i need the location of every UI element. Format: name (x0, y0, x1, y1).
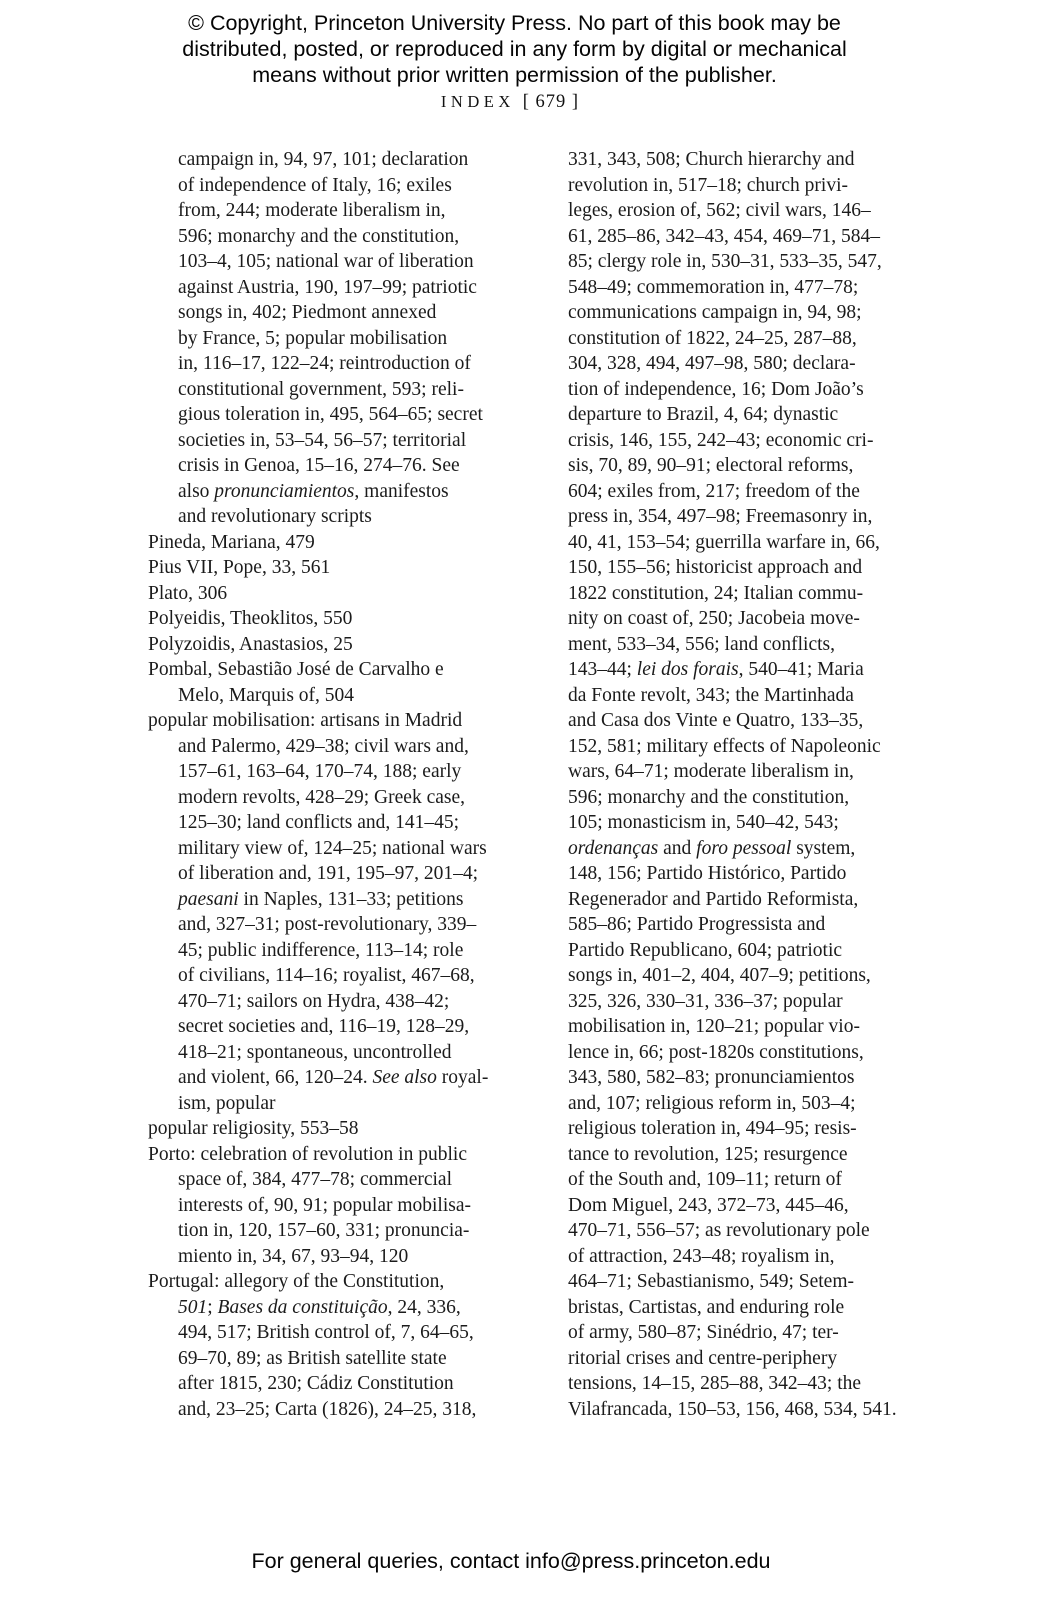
index-line: religious toleration in, 494–95; resis- (568, 1118, 857, 1139)
index-line: 501; Bases da constituição, 24, 336, (178, 1296, 461, 1318)
italic-run: paesani (178, 888, 239, 910)
index-line: da Fonte revolt, 343; the Martinhada (568, 684, 854, 706)
copyright-notice (0, 11, 1029, 88)
index-line: communications campaign in, 94, 98; (568, 302, 862, 323)
index-line: military view of, 124–25; national wars (178, 837, 487, 859)
index-line: 604; exiles from, 217; freedom of the (568, 480, 860, 502)
index-line: Partido Republicano, 604; patriotic (568, 939, 843, 961)
index-line: after 1815, 230; Cádiz Constitution (178, 1373, 454, 1394)
running-head (0, 92, 1020, 113)
italic-run: 501 (178, 1296, 208, 1318)
index-line: 418–21; spontaneous, uncontrolled (178, 1041, 452, 1063)
index-line: popular religiosity, 553–58 (148, 1118, 359, 1139)
index-line: 464–71; Sebastianismo, 549; Setem- (568, 1271, 854, 1292)
index-line: of civilians, 114–16; royalist, 467–68, (178, 965, 475, 986)
index-line: interests of, 90, 91; popular mobilisa- (178, 1194, 471, 1216)
italic-run: foro pessoal (696, 837, 792, 859)
index-line: Plato, 306 (148, 582, 228, 604)
index-line: of independence of Italy, 16; exiles (178, 174, 452, 196)
index-line: 470–71; sailors on Hydra, 438–42; (178, 990, 450, 1012)
index-line: 470–71, 556–57; as revolutionary pole (568, 1220, 870, 1241)
italic-run: pronunciamientos (214, 480, 355, 502)
index-line: songs in, 402; Piedmont annexed (178, 302, 437, 323)
index-line: 331, 343, 508; Church hierarchy and (568, 149, 855, 170)
index-line: and, 107; religious reform in, 503–4; (568, 1092, 856, 1114)
index-line: tion of independence, 16; Dom João’s (568, 378, 864, 400)
index-line: 85; clergy role in, 530–31, 533–35, 547, (568, 251, 882, 272)
index-line: 143–44; lei dos forais, 540–41; Maria (568, 659, 864, 680)
index-line: 148, 156; Partido Histórico, Partido (568, 863, 847, 884)
index-line: Melo, Marquis of, 504 (178, 684, 355, 706)
copyright-line-1: © Copyright, Princeton University Press. No part of this book may be (188, 11, 841, 35)
index-line: 125–30; land conflicts and, 141–45; (178, 812, 460, 833)
index-line: and Casa dos Vinte e Quatro, 133–35, (568, 710, 864, 731)
index-line: also pronunciamientos, manifestos (178, 480, 449, 502)
index-line: constitution of 1822, 24–25, 287–88, (568, 327, 857, 349)
index-line: 105; monasticism in, 540–42, 543; (568, 812, 839, 833)
index-line: Pineda, Mariana, 479 (148, 531, 315, 553)
index-line: 157–61, 163–64, 170–74, 188; early (178, 761, 462, 782)
index-line: lence in, 66; post-1820s constitutions, (568, 1041, 864, 1063)
index-line: paesani in Naples, 131–33; petitions (178, 888, 464, 910)
index-line: from, 244; moderate liberalism in, (178, 200, 446, 221)
index-line: Pius VII, Pope, 33, 561 (148, 557, 331, 578)
index-line: gious toleration in, 495, 564–65; secret (178, 404, 483, 425)
index-line: and violent, 66, 120–24. See also royal- (178, 1067, 489, 1088)
italic-run: Bases da constituição (217, 1296, 388, 1318)
index-line: 343, 580, 582–83; pronunciamientos (568, 1067, 855, 1088)
index-line: Vilafrancada, 150–53, 156, 468, 534, 541. (568, 1398, 897, 1420)
index-line: 596; monarchy and the constitution, (178, 225, 460, 247)
index-line: 150, 155–56; historicist approach and (568, 557, 863, 578)
index-line: crisis, 146, 155, 242–43; economic cri- (568, 429, 874, 451)
index-line: 40, 41, 153–54; guerrilla warfare in, 66, (568, 531, 880, 553)
index-line: popular mobilisation: artisans in Madrid (148, 710, 463, 731)
index-column-right (538, 147, 930, 1422)
index-line: by France, 5; popular mobilisation (178, 327, 448, 349)
index-line: miento in, 34, 67, 93–94, 120 (178, 1245, 409, 1267)
index-line: 45; public indifference, 113–14; role (178, 939, 464, 961)
index-line: Regenerador and Partido Reformista, (568, 888, 859, 910)
copyright-line-3: means without prior written permission of the publisher. (252, 62, 777, 87)
index-line: 69–70, 89; as British satellite state (178, 1347, 447, 1369)
index-line: 494, 517; British control of, 7, 64–65, (178, 1322, 474, 1343)
index-line: departure to Brazil, 4, 64; dynastic (568, 404, 839, 425)
index-line: leges, erosion of, 562; civil wars, 146– (568, 200, 871, 221)
index-line: sis, 70, 89, 90–91; electoral reforms, (568, 455, 854, 476)
index-line: of army, 580–87; Sinédrio, 47; ter- (568, 1322, 839, 1343)
index-column-left (148, 147, 513, 1422)
index-line: ordenanças and foro pessoal system, (568, 837, 856, 859)
index-line: societies in, 53–54, 56–57; territorial (178, 429, 467, 451)
index-line: in, 116–17, 122–24; reintroduction of (178, 353, 471, 374)
index-line: 325, 326, 330–31, 336–37; popular (568, 990, 843, 1012)
contact-text: For general queries, contact info@press.princeton.edu (251, 1549, 771, 1573)
italic-run: lei dos forais (636, 659, 739, 680)
index-line: Pombal, Sebastião José de Carvalho e (148, 659, 444, 680)
index-line: Polyeidis, Theoklitos, 550 (148, 608, 353, 629)
index-line: of the South and, 109–11; return of (568, 1169, 842, 1190)
index-line: bristas, Cartistas, and enduring role (568, 1296, 845, 1318)
index-line: 1822 constitution, 24; Italian commu- (568, 582, 864, 604)
index-line: Dom Miguel, 243, 372–73, 445–46, (568, 1194, 849, 1216)
index-line: ism, popular (178, 1092, 276, 1114)
index-line: and revolutionary scripts (178, 506, 372, 527)
index-line: and Palermo, 429–38; civil wars and, (178, 735, 469, 757)
italic-run: ordenanças (568, 837, 659, 859)
index-line: ritorial crises and centre-periphery (568, 1347, 838, 1369)
index-line: tance to revolution, 125; resurgence (568, 1143, 848, 1165)
index-line: songs in, 401–2, 404, 407–9; petitions, (568, 965, 871, 986)
index-line: mobilisation in, 120–21; popular vio- (568, 1016, 860, 1037)
copyright-line-2: distributed, posted, or reproduced in any form by digital or mechanical (182, 36, 847, 61)
index-line: 304, 328, 494, 497–98, 580; declara- (568, 353, 856, 374)
index-line: tensions, 14–15, 285–88, 342–43; the (568, 1373, 862, 1394)
index-line: and, 23–25; Carta (1826), 24–25, 318, (178, 1398, 477, 1420)
index-line: Porto: celebration of revolution in public (148, 1143, 467, 1165)
index-line: crisis in Genoa, 15–16, 274–76. See (178, 455, 460, 476)
italic-run: See also (372, 1067, 437, 1088)
index-line: tion in, 120, 157–60, 331; pronuncia- (178, 1220, 470, 1241)
index-line: wars, 64–71; moderate liberalism in, (568, 761, 854, 782)
index-line: 61, 285–86, 342–43, 454, 469–71, 584– (568, 225, 880, 247)
index-line: and, 327–31; post-revolutionary, 339– (178, 914, 477, 935)
index-line: space of, 384, 477–78; commercial (178, 1169, 452, 1190)
index-line: secret societies and, 116–19, 128–29, (178, 1016, 470, 1037)
index-line: press in, 354, 497–98; Freemasonry in, (568, 506, 873, 527)
index-line: 548–49; commemoration in, 477–78; (568, 276, 859, 298)
index-line: revolution in, 517–18; church privi- (568, 174, 848, 196)
index-line: ment, 533–34, 556; land conflicts, (568, 633, 836, 655)
index-line: constitutional government, 593; reli- (178, 378, 464, 400)
page-number: [ 679 ] (522, 92, 580, 112)
index-line: Polyzoidis, Anastasios, 25 (148, 633, 353, 655)
index-line: 585–86; Partido Progressista and (568, 914, 826, 935)
index-line: Portugal: allegory of the Constitution, (148, 1271, 445, 1292)
index-line: nity on coast of, 250; Jacobeia move- (568, 608, 860, 629)
index-line: 596; monarchy and the constitution, (568, 786, 850, 808)
index-line: against Austria, 190, 197–99; patriotic (178, 276, 477, 298)
index-line: modern revolts, 428–29; Greek case, (178, 786, 465, 808)
footer-contact (0, 1549, 1022, 1574)
index-line: campaign in, 94, 97, 101; declaration (178, 149, 469, 170)
index-line: 152, 581; military effects of Napoleonic (568, 735, 881, 757)
index-line: 103–4, 105; national war of liberation (178, 251, 474, 272)
index-line: of liberation and, 191, 195–97, 201–4; (178, 863, 479, 884)
index-line: of attraction, 243–48; royalism in, (568, 1245, 835, 1267)
index-heading: INDEX (440, 92, 515, 111)
